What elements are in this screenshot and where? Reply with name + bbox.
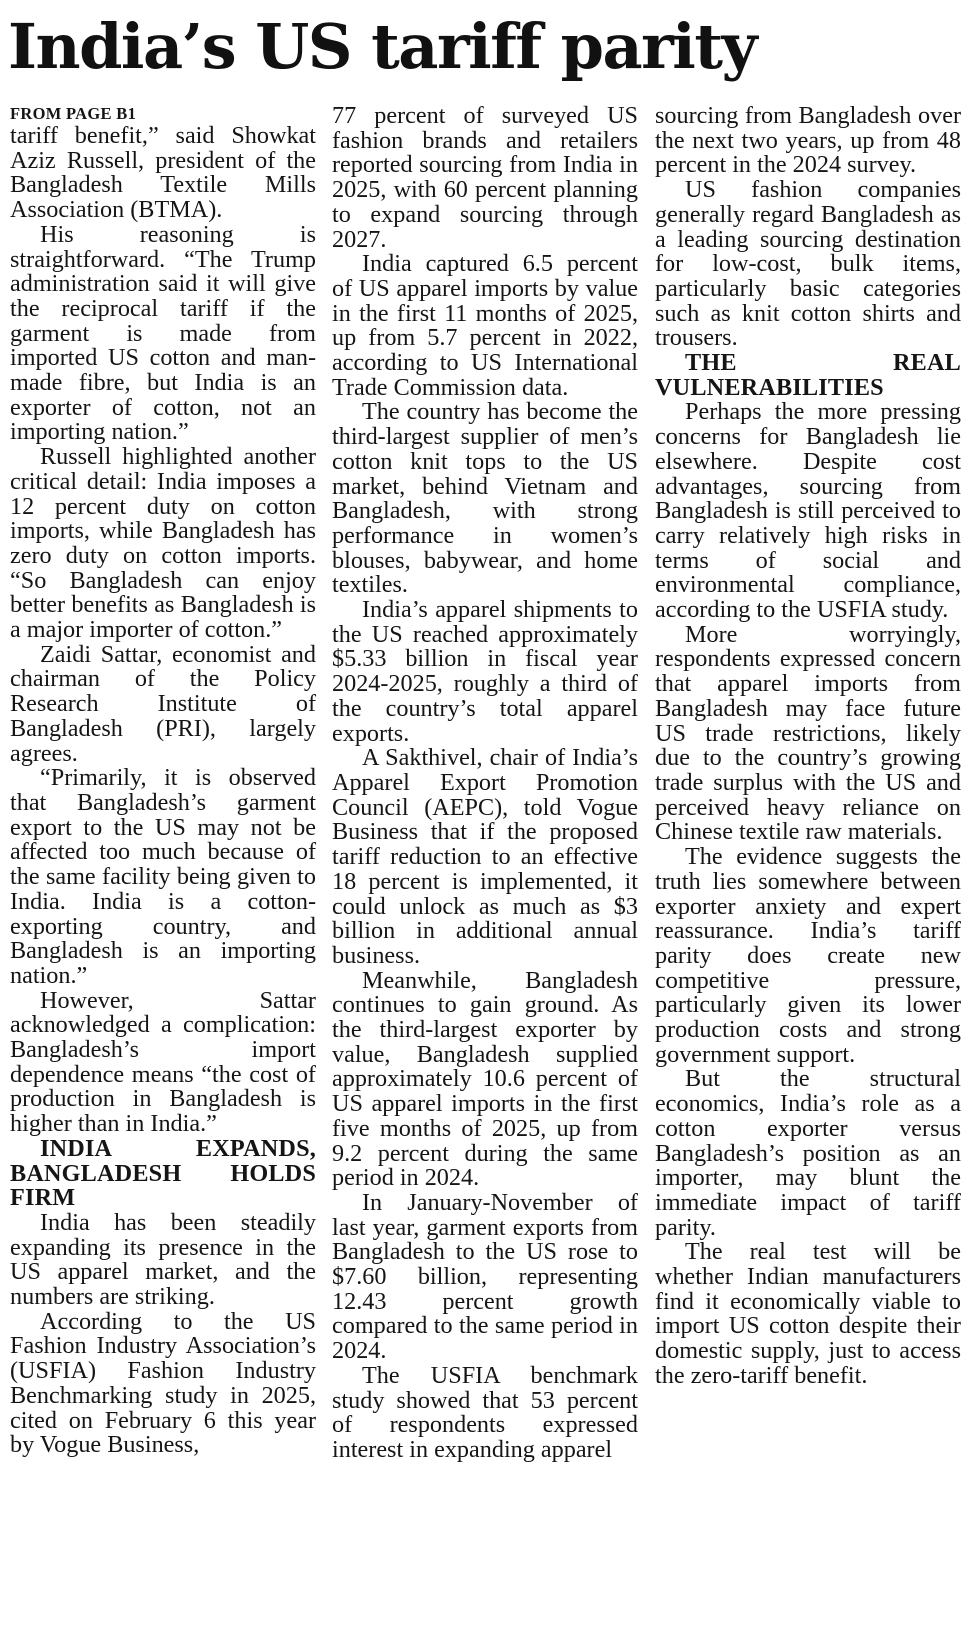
subheading: THE REAL VULNERABILITIES	[655, 349, 961, 401]
paragraph: “Primarily, it is observed that Bangladesh’s garment export to the US may not be affected too much because of the same facility being given to India. India is a cotton-exporting country, and Bangladesh is an importing nation.”	[10, 764, 316, 989]
paragraph: The country has become the third-largest supplier of men’s cotton knit tops to the US market, behind Vietnam and Bangladesh, with strong performance in women’s blouses, babywear, and home textiles.	[332, 398, 638, 599]
paragraph: US fashion companies generally regard Bangladesh as a leading sourcing destination for low-cost, bulk items, particularly basic categories such as knit cotton shirts and trousers.	[655, 176, 961, 352]
paragraph: More worryingly, respondents expressed concern that apparel imports from Bangladesh may face future US trade restrictions, likely due to the country’s growing trade surplus with the US and perceived heavy reliance on Chinese textile raw materials.	[655, 620, 961, 846]
paragraph: Zaidi Sattar, economist and chairman of the Policy Research Institute of Bangladesh (PRI), largely agrees.	[10, 640, 316, 767]
paragraph: India captured 6.5 percent of US apparel imports by value in the first 11 months of 2025, up from 5.7 percent in 2022, according to US International Trade Commission data.	[332, 250, 638, 401]
paragraph: A Sakthivel, chair of India’s Apparel Export Promotion Council (AEPC), told Vogue Business that if the proposed tariff reduction to an effective 18 percent is implemented, it could unlock as much as $3 billion in additional annual business.	[332, 744, 638, 969]
paragraph: But the structural economics, India’s role as a cotton exporter versus Bangladesh’s position as an importer, may blunt the immediate impact of tariff parity.	[655, 1065, 961, 1241]
paragraph: Russell highlighted another critical detail: India imposes a 12 percent duty on cotton imports, while Bangladesh has zero duty on cotton imports. “So Bangladesh can enjoy better benefits as Bangladesh is a major importer of cotton.”	[10, 443, 316, 644]
paragraph: India has been steadily expanding its presence in the US apparel market, and the numbers are striking.	[10, 1208, 316, 1311]
paragraph: The evidence suggests the truth lies somewhere between exporter anxiety and expert reassurance. India’s tariff parity does create new competitive pressure, particularly given its lower production costs and strong government support.	[655, 843, 961, 1068]
paragraph: The real test will be whether Indian manufacturers find it economically viable to import US cotton despite their domestic supply, just to access the zero-tariff benefit.	[655, 1238, 961, 1389]
kicker: FROM PAGE B1	[10, 104, 137, 123]
paragraph: However, Sattar acknowledged a complication: Bangladesh’s import dependence means “the cost of production in Bangladesh is higher than in India.”	[10, 986, 316, 1138]
subheading: INDIA EXPANDS, BANGLADESH HOLDS FIRM	[10, 1134, 316, 1212]
column-2	[332, 104, 638, 1463]
paragraph: Meanwhile, Bangladesh continues to gain ground. As the third-largest exporter by value, Bangladesh supplied approximately 10.6 percent of US apparel imports in the first five months of 2025, up from 9.2 percent during the same period in 2024.	[332, 966, 638, 1192]
paragraph: His reasoning is straightforward. “The Trump administration said it will give the reciprocal tariff if the garment is made from imported US cotton and man-made fibre, but India is an exporter of cotton, not an importing nation.”	[10, 220, 316, 446]
paragraph: According to the US Fashion Industry Association’s (USFIA) Fashion Industry Benchmarking study in 2025, cited on February 6 this year by Vogue Business,	[10, 1307, 316, 1459]
paragraph: In January-November of last year, garment exports from Bangladesh to the US rose to $7.60 billion, representing 12.43 percent growth compared to the same period in 2024.	[332, 1188, 638, 1365]
paragraph: India’s apparel shipments to the US reached approximately $5.33 billion in fiscal year 2024-2025, roughly a third of the country’s total apparel exports.	[332, 596, 638, 747]
column-1	[10, 104, 316, 1458]
paragraph: The USFIA benchmark study showed that 53 percent of respondents expressed interest in expanding apparel	[332, 1361, 638, 1463]
paragraph: Perhaps the more pressing concerns for Bangladesh lie elsewhere. Despite cost advantages, sourcing from Bangladesh is still perceived to carry relatively high risks in terms of social and environmental compliance, according to the USFIA study.	[655, 398, 961, 624]
paragraph: 77 percent of surveyed US fashion brands and retailers reported sourcing from India in 2025, with 60 percent planning to expand sourcing through 2027.	[332, 102, 638, 253]
column-3	[655, 104, 961, 1389]
paragraph: sourcing from Bangladesh over the next two years, up from 48 percent in the 2024 survey.	[655, 102, 961, 179]
headline: India’s US tariff parity	[8, 10, 757, 83]
paragraph: tariff benefit,” said Showkat Aziz Russell, president of the Bangladesh Textile Mills Association (BTMA).	[10, 122, 316, 224]
